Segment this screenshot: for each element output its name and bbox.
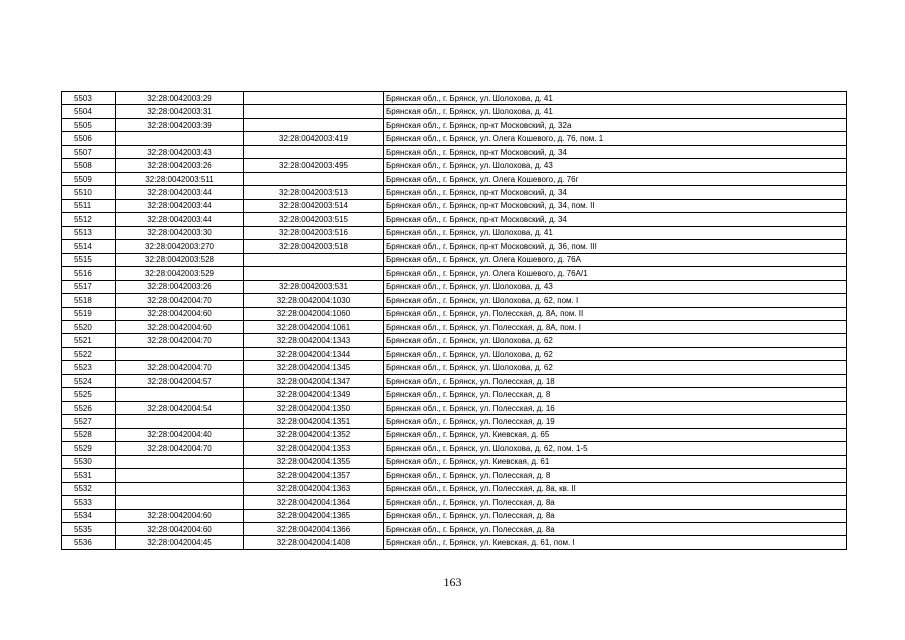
row-number-cell: 5534 bbox=[62, 509, 116, 522]
row-number-cell: 5512 bbox=[62, 213, 116, 226]
object-cadastral-number-cell: 32:28:0042004:1344 bbox=[244, 347, 384, 360]
address-cell: Брянская обл., г. Брянск, ул. Полесская, д. 8а bbox=[384, 523, 847, 536]
row-number-cell: 5523 bbox=[62, 361, 116, 374]
table-row bbox=[62, 388, 847, 401]
table-row bbox=[62, 415, 847, 428]
address-cell: Брянская обл., г. Брянск, пр-кт Московский, д. 32а bbox=[384, 118, 847, 131]
cadastral-number-cell bbox=[116, 347, 244, 360]
cadastral-number-cell: 32:28:0042004:70 bbox=[116, 334, 244, 347]
object-cadastral-number-cell bbox=[244, 253, 384, 266]
object-cadastral-number-cell: 32:28:0042004:1363 bbox=[244, 482, 384, 495]
row-number-cell: 5536 bbox=[62, 536, 116, 549]
cadastral-number-cell bbox=[116, 455, 244, 468]
cadastral-number-cell: 32:28:0042004:40 bbox=[116, 428, 244, 441]
address-cell: Брянская обл., г. Брянск, ул. Шолохова, д. 62, пом. 1-5 bbox=[384, 442, 847, 455]
table-row bbox=[62, 105, 847, 118]
object-cadastral-number-cell: 32:28:0042003:518 bbox=[244, 240, 384, 253]
object-cadastral-number-cell: 32:28:0042004:1366 bbox=[244, 523, 384, 536]
cadastral-number-cell: 32:28:0042004:70 bbox=[116, 361, 244, 374]
table-row bbox=[62, 536, 847, 549]
table-row bbox=[62, 401, 847, 414]
object-cadastral-number-cell bbox=[244, 145, 384, 158]
table-row bbox=[62, 294, 847, 307]
cadastral-number-cell bbox=[116, 415, 244, 428]
object-cadastral-number-cell: 32:28:0042004:1350 bbox=[244, 401, 384, 414]
object-cadastral-number-cell: 32:28:0042004:1408 bbox=[244, 536, 384, 549]
registry-table bbox=[61, 91, 847, 550]
object-cadastral-number-cell: 32:28:0042004:1343 bbox=[244, 334, 384, 347]
row-number-cell: 5510 bbox=[62, 186, 116, 199]
address-cell: Брянская обл., г. Брянск, ул. Шолохова, д. 62, пом. I bbox=[384, 294, 847, 307]
address-cell: Брянская обл., г. Брянск, ул. Олега Кошевого, д. 76А bbox=[384, 253, 847, 266]
address-cell: Брянская обл., г. Брянск, пр-кт Московский, д. 34 bbox=[384, 213, 847, 226]
table-row bbox=[62, 509, 847, 522]
object-cadastral-number-cell: 32:28:0042004:1355 bbox=[244, 455, 384, 468]
address-cell: Брянская обл., г. Брянск, ул. Шолохова, д. 62 bbox=[384, 347, 847, 360]
row-number-cell: 5516 bbox=[62, 267, 116, 280]
row-number-cell: 5519 bbox=[62, 307, 116, 320]
address-cell: Брянская обл., г. Брянск, ул. Киевская, д. 61 bbox=[384, 455, 847, 468]
registry-table-body bbox=[62, 92, 847, 550]
table-row bbox=[62, 442, 847, 455]
address-cell: Брянская обл., г. Брянск, ул. Полесская, д. 8А, пом. I bbox=[384, 320, 847, 333]
page-number: 163 bbox=[443, 575, 462, 589]
row-number-cell: 5511 bbox=[62, 199, 116, 212]
cadastral-number-cell: 32:28:0042003:44 bbox=[116, 186, 244, 199]
table-row bbox=[62, 213, 847, 226]
table-row bbox=[62, 186, 847, 199]
table-row bbox=[62, 226, 847, 239]
row-number-cell: 5530 bbox=[62, 455, 116, 468]
row-number-cell: 5532 bbox=[62, 482, 116, 495]
address-cell: Брянская обл., г. Брянск, ул. Шолохова, д. 41 bbox=[384, 105, 847, 118]
table-row bbox=[62, 347, 847, 360]
cadastral-number-cell bbox=[116, 469, 244, 482]
cadastral-number-cell: 32:28:0042004:45 bbox=[116, 536, 244, 549]
cadastral-number-cell bbox=[116, 482, 244, 495]
table-row bbox=[62, 320, 847, 333]
address-cell: Брянская обл., г. Брянск, ул. Полесская, д. 18 bbox=[384, 374, 847, 387]
row-number-cell: 5509 bbox=[62, 172, 116, 185]
row-number-cell: 5520 bbox=[62, 320, 116, 333]
row-number-cell: 5518 bbox=[62, 294, 116, 307]
object-cadastral-number-cell: 32:28:0042004:1352 bbox=[244, 428, 384, 441]
object-cadastral-number-cell: 32:28:0042004:1364 bbox=[244, 496, 384, 509]
cadastral-number-cell: 32:28:0042003:39 bbox=[116, 118, 244, 131]
row-number-cell: 5525 bbox=[62, 388, 116, 401]
table-row bbox=[62, 374, 847, 387]
address-cell: Брянская обл., г. Брянск, ул. Полесская, д. 8а bbox=[384, 509, 847, 522]
address-cell: Брянская обл., г. Брянск, ул. Киевская, д. 65 bbox=[384, 428, 847, 441]
row-number-cell: 5524 bbox=[62, 374, 116, 387]
table-row bbox=[62, 361, 847, 374]
row-number-cell: 5504 bbox=[62, 105, 116, 118]
cadastral-number-cell: 32:28:0042004:54 bbox=[116, 401, 244, 414]
address-cell: Брянская обл., г. Брянск, пр-кт Московский, д. 34, пом. II bbox=[384, 199, 847, 212]
cadastral-number-cell: 32:28:0042003:29 bbox=[116, 92, 244, 105]
row-number-cell: 5507 bbox=[62, 145, 116, 158]
cadastral-number-cell: 32:28:0042003:270 bbox=[116, 240, 244, 253]
object-cadastral-number-cell: 32:28:0042004:1345 bbox=[244, 361, 384, 374]
address-cell: Брянская обл., г. Брянск, ул. Полесская, д. 8А, пом. II bbox=[384, 307, 847, 320]
object-cadastral-number-cell: 32:28:0042004:1347 bbox=[244, 374, 384, 387]
table-row bbox=[62, 92, 847, 105]
address-cell: Брянская обл., г. Брянск, ул. Полесская, д. 8 bbox=[384, 388, 847, 401]
object-cadastral-number-cell: 32:28:0042003:516 bbox=[244, 226, 384, 239]
cadastral-number-cell: 32:28:0042003:529 bbox=[116, 267, 244, 280]
table-row bbox=[62, 132, 847, 145]
table-row bbox=[62, 469, 847, 482]
table-row bbox=[62, 159, 847, 172]
cadastral-number-cell: 32:28:0042003:44 bbox=[116, 213, 244, 226]
address-cell: Брянская обл., г. Брянск, ул. Шолохова, д. 62 bbox=[384, 361, 847, 374]
row-number-cell: 5514 bbox=[62, 240, 116, 253]
cadastral-number-cell: 32:28:0042003:43 bbox=[116, 145, 244, 158]
address-cell: Брянская обл., г. Брянск, ул. Шолохова, д. 41 bbox=[384, 92, 847, 105]
cadastral-number-cell: 32:28:0042004:57 bbox=[116, 374, 244, 387]
table-row bbox=[62, 428, 847, 441]
object-cadastral-number-cell: 32:28:0042003:513 bbox=[244, 186, 384, 199]
object-cadastral-number-cell: 32:28:0042003:515 bbox=[244, 213, 384, 226]
table-row bbox=[62, 307, 847, 320]
object-cadastral-number-cell bbox=[244, 267, 384, 280]
cadastral-number-cell: 32:28:0042003:31 bbox=[116, 105, 244, 118]
row-number-cell: 5508 bbox=[62, 159, 116, 172]
object-cadastral-number-cell: 32:28:0042003:531 bbox=[244, 280, 384, 293]
row-number-cell: 5531 bbox=[62, 469, 116, 482]
table-row bbox=[62, 253, 847, 266]
cadastral-number-cell: 32:28:0042003:30 bbox=[116, 226, 244, 239]
object-cadastral-number-cell bbox=[244, 172, 384, 185]
object-cadastral-number-cell: 32:28:0042003:495 bbox=[244, 159, 384, 172]
row-number-cell: 5513 bbox=[62, 226, 116, 239]
address-cell: Брянская обл., г. Брянск, ул. Киевская, д. 61, пом. I bbox=[384, 536, 847, 549]
row-number-cell: 5517 bbox=[62, 280, 116, 293]
address-cell: Брянская обл., г. Брянск, ул. Шолохова, д. 43 bbox=[384, 159, 847, 172]
address-cell: Брянская обл., г. Брянск, ул. Шолохова, д. 43 bbox=[384, 280, 847, 293]
address-cell: Брянская обл., г. Брянск, ул. Полесская, д. 8 bbox=[384, 469, 847, 482]
table-row bbox=[62, 280, 847, 293]
row-number-cell: 5506 bbox=[62, 132, 116, 145]
row-number-cell: 5522 bbox=[62, 347, 116, 360]
row-number-cell: 5533 bbox=[62, 496, 116, 509]
row-number-cell: 5535 bbox=[62, 523, 116, 536]
cadastral-number-cell: 32:28:0042004:60 bbox=[116, 509, 244, 522]
row-number-cell: 5505 bbox=[62, 118, 116, 131]
object-cadastral-number-cell: 32:28:0042004:1061 bbox=[244, 320, 384, 333]
object-cadastral-number-cell: 32:28:0042004:1357 bbox=[244, 469, 384, 482]
table-row bbox=[62, 496, 847, 509]
address-cell: Брянская обл., г. Брянск, ул. Олега Кошевого, д. 76г bbox=[384, 172, 847, 185]
table-row bbox=[62, 240, 847, 253]
object-cadastral-number-cell: 32:28:0042004:1353 bbox=[244, 442, 384, 455]
table-row bbox=[62, 145, 847, 158]
address-cell: Брянская обл., г. Брянск, ул. Шолохова, д. 41 bbox=[384, 226, 847, 239]
cadastral-number-cell: 32:28:0042004:70 bbox=[116, 294, 244, 307]
object-cadastral-number-cell: 32:28:0042004:1030 bbox=[244, 294, 384, 307]
cadastral-number-cell: 32:28:0042003:26 bbox=[116, 280, 244, 293]
address-cell: Брянская обл., г. Брянск, ул. Полесская, д. 8а bbox=[384, 496, 847, 509]
object-cadastral-number-cell: 32:28:0042004:1349 bbox=[244, 388, 384, 401]
table-row bbox=[62, 523, 847, 536]
object-cadastral-number-cell: 32:28:0042003:419 bbox=[244, 132, 384, 145]
cadastral-number-cell: 32:28:0042003:528 bbox=[116, 253, 244, 266]
row-number-cell: 5529 bbox=[62, 442, 116, 455]
address-cell: Брянская обл., г. Брянск, ул. Полесская, д. 8а, кв. II bbox=[384, 482, 847, 495]
object-cadastral-number-cell bbox=[244, 105, 384, 118]
cadastral-number-cell: 32:28:0042004:60 bbox=[116, 523, 244, 536]
address-cell: Брянская обл., г. Брянск, ул. Шолохова, д. 62 bbox=[384, 334, 847, 347]
table-row bbox=[62, 455, 847, 468]
cadastral-number-cell: 32:28:0042004:60 bbox=[116, 307, 244, 320]
object-cadastral-number-cell: 32:28:0042004:1351 bbox=[244, 415, 384, 428]
address-cell: Брянская обл., г. Брянск, ул. Олега Кошевого, д. 76, пом. 1 bbox=[384, 132, 847, 145]
address-cell: Брянская обл., г. Брянск, пр-кт Московский, д. 34 bbox=[384, 145, 847, 158]
address-cell: Брянская обл., г. Брянск, ул. Полесская, д. 16 bbox=[384, 401, 847, 414]
object-cadastral-number-cell bbox=[244, 92, 384, 105]
cadastral-number-cell: 32:28:0042003:44 bbox=[116, 199, 244, 212]
address-cell: Брянская обл., г. Брянск, ул. Олега Кошевого, д. 76А/1 bbox=[384, 267, 847, 280]
object-cadastral-number-cell: 32:28:0042003:514 bbox=[244, 199, 384, 212]
table-row bbox=[62, 267, 847, 280]
address-cell: Брянская обл., г. Брянск, пр-кт Московский, д. 34 bbox=[384, 186, 847, 199]
table-row bbox=[62, 482, 847, 495]
row-number-cell: 5527 bbox=[62, 415, 116, 428]
cadastral-number-cell bbox=[116, 496, 244, 509]
table-row bbox=[62, 118, 847, 131]
object-cadastral-number-cell bbox=[244, 118, 384, 131]
row-number-cell: 5503 bbox=[62, 92, 116, 105]
cadastral-number-cell: 32:28:0042003:26 bbox=[116, 159, 244, 172]
table-row bbox=[62, 334, 847, 347]
cadastral-number-cell: 32:28:0042003:511 bbox=[116, 172, 244, 185]
table-row bbox=[62, 172, 847, 185]
row-number-cell: 5528 bbox=[62, 428, 116, 441]
object-cadastral-number-cell: 32:28:0042004:1365 bbox=[244, 509, 384, 522]
cadastral-number-cell bbox=[116, 132, 244, 145]
row-number-cell: 5515 bbox=[62, 253, 116, 266]
object-cadastral-number-cell: 32:28:0042004:1060 bbox=[244, 307, 384, 320]
cadastral-number-cell: 32:28:0042004:70 bbox=[116, 442, 244, 455]
address-cell: Брянская обл., г. Брянск, ул. Полесская, д. 19 bbox=[384, 415, 847, 428]
address-cell: Брянская обл., г. Брянск, пр-кт Московский, д. 36, пом. III bbox=[384, 240, 847, 253]
table-row bbox=[62, 199, 847, 212]
cadastral-number-cell: 32:28:0042004:60 bbox=[116, 320, 244, 333]
row-number-cell: 5521 bbox=[62, 334, 116, 347]
row-number-cell: 5526 bbox=[62, 401, 116, 414]
cadastral-number-cell bbox=[116, 388, 244, 401]
